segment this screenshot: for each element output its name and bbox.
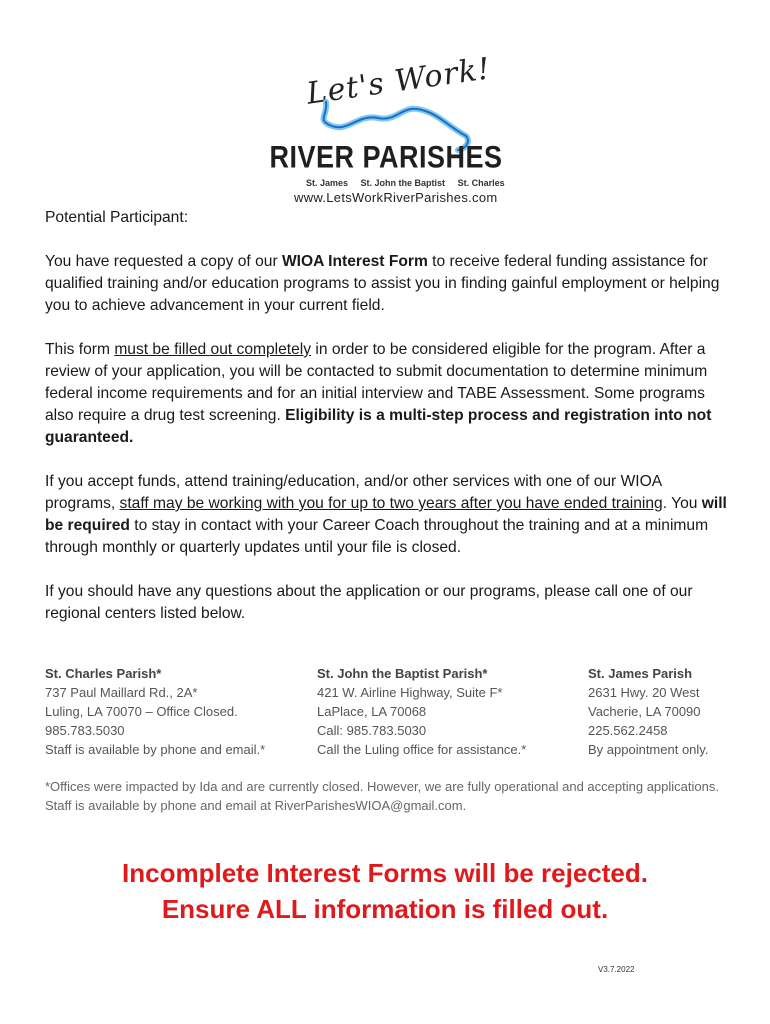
logo-parish-st-james: St. James bbox=[306, 178, 349, 188]
p1-text-c: to receive federal funding assistance for qualified training and/or education programs to assist you in finding gainful employment or helping you to achieve advancement in your current field. bbox=[45, 253, 720, 314]
logo-parish-st-charles: St. Charles bbox=[457, 178, 505, 188]
p2-bold: Eligibility is a multi-step process and registration into not guaranteed. bbox=[45, 407, 712, 446]
paragraph-4: If you should have any questions about the application or our programs, please call one of our regional centers listed below. bbox=[45, 583, 693, 622]
logo-brand-text: RIVER PARISHES bbox=[269, 139, 503, 175]
p1-form-name: WIOA Interest Form bbox=[281, 253, 428, 270]
office-city: Luling, LA 70070 – Office Closed. bbox=[45, 704, 238, 719]
logo-script-text: Let's Work! bbox=[304, 51, 493, 112]
office-st-james bbox=[588, 664, 708, 759]
office-note: By appointment only. bbox=[588, 742, 709, 757]
lets-work-logo bbox=[262, 51, 507, 208]
office-address: 421 W. Airline Highway, Suite F* bbox=[317, 685, 503, 700]
warning-line-2: Ensure ALL information is filled out. bbox=[161, 894, 609, 924]
office-phone: 225.562.2458 bbox=[588, 723, 668, 738]
p2-underlined: must be filled out completely bbox=[114, 341, 312, 358]
p1-text-a: You have requested a copy of our bbox=[45, 253, 282, 270]
p3-text-c: to stay in contact with your Career Coach throughout the training and at a minimum through monthly or quarterly updates until your file is closed. bbox=[45, 517, 709, 556]
paragraph-3 bbox=[45, 471, 735, 559]
office-name: St. John the Baptist Parish* bbox=[317, 666, 488, 681]
footnote: *Offices were impacted by Ida and are currently closed. However, we are fully operational and accepting applications. Staff is available by phone and email at RiverParishesWIOA@gmail.com. bbox=[45, 779, 719, 813]
office-st-john bbox=[317, 664, 526, 759]
office-city: LaPlace, LA 70068 bbox=[317, 704, 427, 719]
paragraph-1 bbox=[45, 251, 735, 317]
p3-underlined: staff may be working with you for up to two years after you have ended training bbox=[119, 495, 663, 512]
letter-body bbox=[45, 207, 735, 647]
p2-text-b: in order to be considered eligible for the program. After a review of your application, you will be contacted to submit documentation to determine minimum federal income requirements and for an initial interview and TABE Assessment. Some programs also require a drug test screening. bbox=[45, 341, 708, 424]
logo-parishes bbox=[306, 178, 515, 188]
office-st-charles bbox=[45, 664, 265, 759]
office-address: 2631 Hwy. 20 West bbox=[588, 685, 700, 700]
office-phone: 985.783.5030 bbox=[45, 723, 125, 738]
greeting: Potential Participant: bbox=[45, 209, 189, 226]
p3-bold: will be required bbox=[45, 495, 727, 534]
p3-text-b: . You bbox=[662, 495, 702, 512]
office-city: Vacherie, LA 70090 bbox=[588, 704, 701, 719]
p3-text-a: If you accept funds, attend training/education, and/or other services with one of our WIOA programs, bbox=[45, 473, 662, 512]
office-phone: Call: 985.783.5030 bbox=[317, 723, 427, 738]
warning-line-1: Incomplete Interest Forms will be rejected. bbox=[122, 858, 648, 888]
logo-parish-st-john: St. John the Baptist bbox=[360, 178, 446, 188]
office-address: 737 Paul Maillard Rd., 2A* bbox=[45, 685, 198, 700]
office-name: St. Charles Parish* bbox=[45, 666, 162, 681]
logo-website: www.LetsWorkRiverParishes.com bbox=[294, 190, 498, 205]
paragraph-2 bbox=[45, 339, 735, 449]
p2-text-a: This form bbox=[45, 341, 115, 358]
office-name: St. James Parish bbox=[588, 666, 693, 681]
office-note: Staff is available by phone and email.* bbox=[45, 742, 266, 757]
warning-banner bbox=[0, 855, 770, 927]
office-note: Call the Luling office for assistance.* bbox=[317, 742, 527, 757]
version-label: V3.7.2022 bbox=[598, 965, 635, 974]
